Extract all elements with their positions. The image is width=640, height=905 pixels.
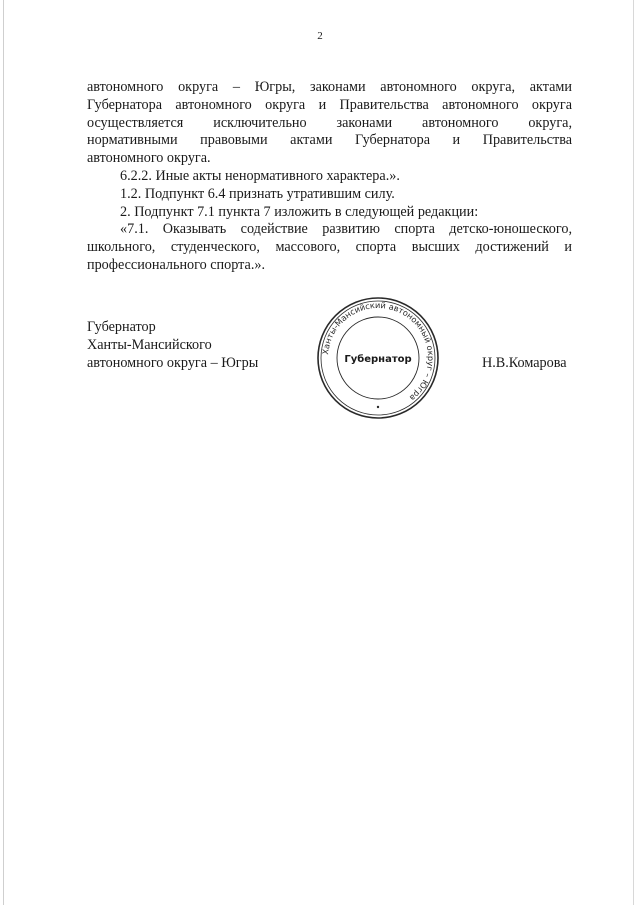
page-edge-left	[3, 0, 4, 905]
paragraph-1-2: 1.2. Подпункт 6.4 признать утратившим силу.	[120, 185, 395, 202]
signatory-title	[87, 318, 258, 372]
paragraph-2: 2. Подпункт 7.1 пункта 7 изложить в следующей редакции:	[120, 203, 479, 220]
quote-line: школьного, студенческого, массового, спорта высших достижений и	[87, 239, 572, 256]
body-line: нормативными правовыми актами Губернатора и Правительства	[87, 132, 572, 149]
seal-center-text: Губернатор	[344, 354, 412, 365]
page-number: 2	[317, 30, 323, 42]
body-line: автономного округа.	[87, 150, 211, 167]
body-line: автономного округа – Югры, законами автономного округа, актами	[87, 79, 572, 95]
quote-line: профессионального спорта.».	[87, 256, 266, 273]
seal-dot	[377, 406, 379, 408]
official-seal	[314, 294, 442, 422]
signatory-title-line: автономного округа – Югры	[87, 355, 259, 371]
body-line: Губернатора автономного округа и Правительства автономного округа	[87, 96, 572, 113]
paragraph-6-2-2: 6.2.2. Иные акты ненормативного характера.».	[120, 167, 400, 184]
body-line: осуществляется исключительно законами автономного округа,	[87, 114, 572, 131]
signer-name: Н.В.Комарова	[482, 355, 567, 371]
signatory-title-line: Губернатор	[87, 319, 156, 335]
seal-ring-text: Ханты-Мансийский автономный округ – Югра	[320, 299, 437, 404]
quote-line: «7.1. Оказывать содействие развитию спорта детско-юношеского,	[120, 221, 572, 238]
page-edge-right	[633, 0, 634, 905]
document-body	[87, 79, 572, 275]
signatory-title-line: Ханты-Мансийского	[87, 337, 212, 353]
